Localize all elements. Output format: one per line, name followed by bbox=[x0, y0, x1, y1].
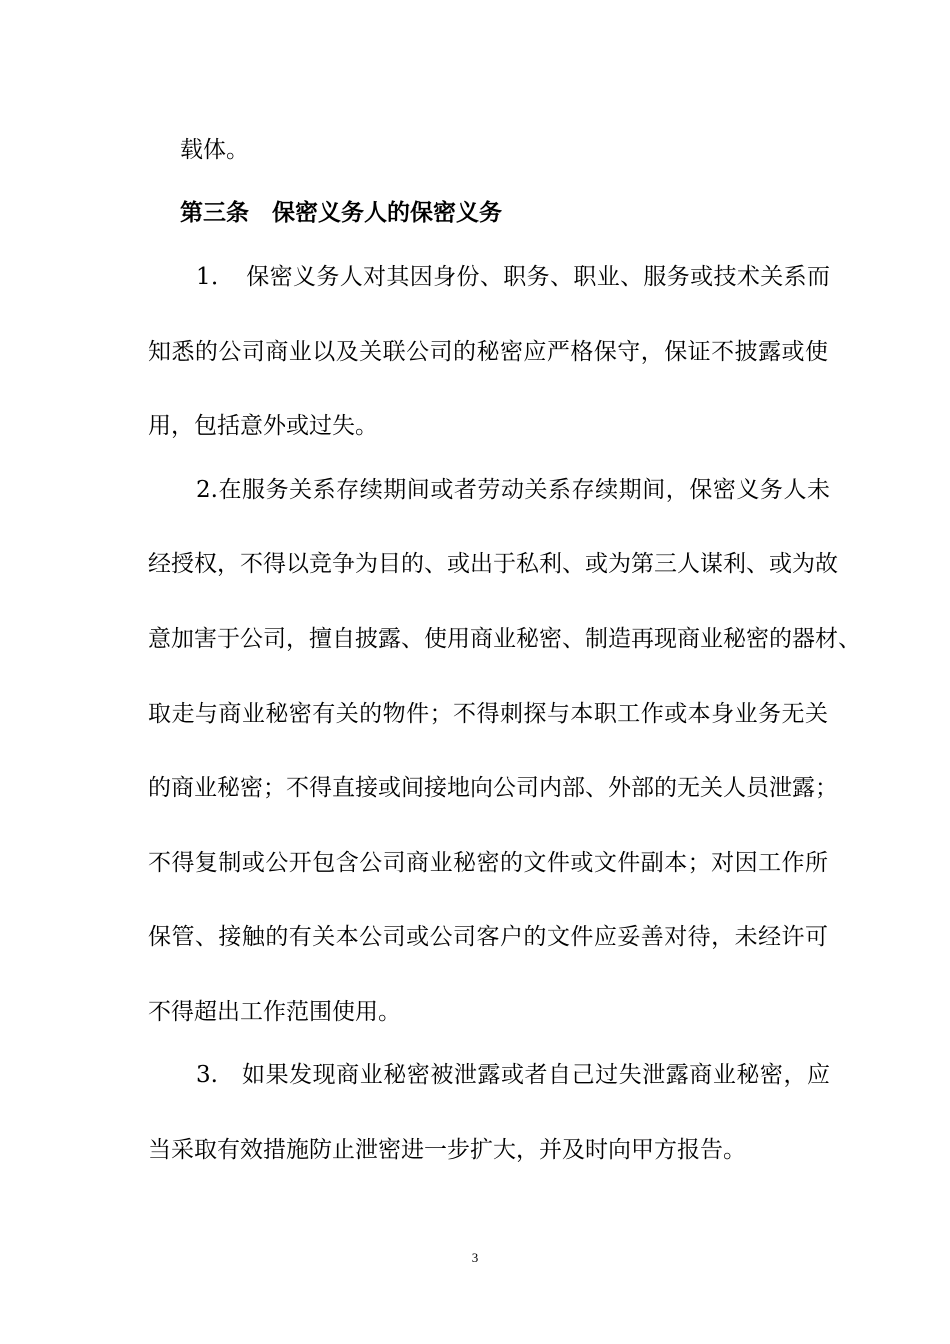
paragraph-3-line-1: 3. 如果发现商业秘密被泄露或者自己过失泄露商业秘密，应 bbox=[196, 1062, 830, 1088]
text-line-1: 载体。 bbox=[180, 137, 249, 163]
paragraph-2-line-2: 经授权，不得以竞争为目的、或出于私利、或为第三人谋利、或为故 bbox=[148, 551, 838, 577]
paragraph-1-line-3: 用，包括意外或过失。 bbox=[148, 413, 378, 439]
paragraph-2-line-7: 保管、接触的有关本公司或公司客户的文件应妥善对待，未经许可 bbox=[148, 924, 828, 950]
paragraph-2-line-5: 的商业秘密；不得直接或间接地向公司内部、外部的无关人员泄露； bbox=[148, 775, 838, 801]
paragraph-1-line-2: 知悉的公司商业以及关联公司的秘密应严格保守，保证不披露或使 bbox=[148, 339, 828, 365]
paragraph-2-line-1: 2.在服务关系存续期间或者劳动关系存续期间，保密义务人未 bbox=[196, 477, 830, 503]
paragraph-2-line-4: 取走与商业秘密有关的物件；不得刺探与本职工作或本身业务无关 bbox=[148, 701, 828, 727]
paragraph-2-line-8: 不得超出工作范围使用。 bbox=[148, 999, 401, 1025]
paragraph-2-line-3: 意加害于公司，擅自披露、使用商业秘密、制造再现商业秘密的器材、 bbox=[148, 626, 861, 652]
paragraph-2-line-6: 不得复制或公开包含公司商业秘密的文件或文件副本；对因工作所 bbox=[148, 850, 828, 876]
paragraph-1-line-1: 1． 保密义务人对其因身份、职务、职业、服务或技术关系而 bbox=[196, 264, 830, 290]
section-heading: 第三条 保密义务人的保密义务 bbox=[180, 199, 502, 226]
paragraph-3-line-2: 当采取有效措施防止泄密进一步扩大，并及时向甲方报告。 bbox=[148, 1137, 746, 1163]
page-number: 3 bbox=[471, 1250, 479, 1265]
